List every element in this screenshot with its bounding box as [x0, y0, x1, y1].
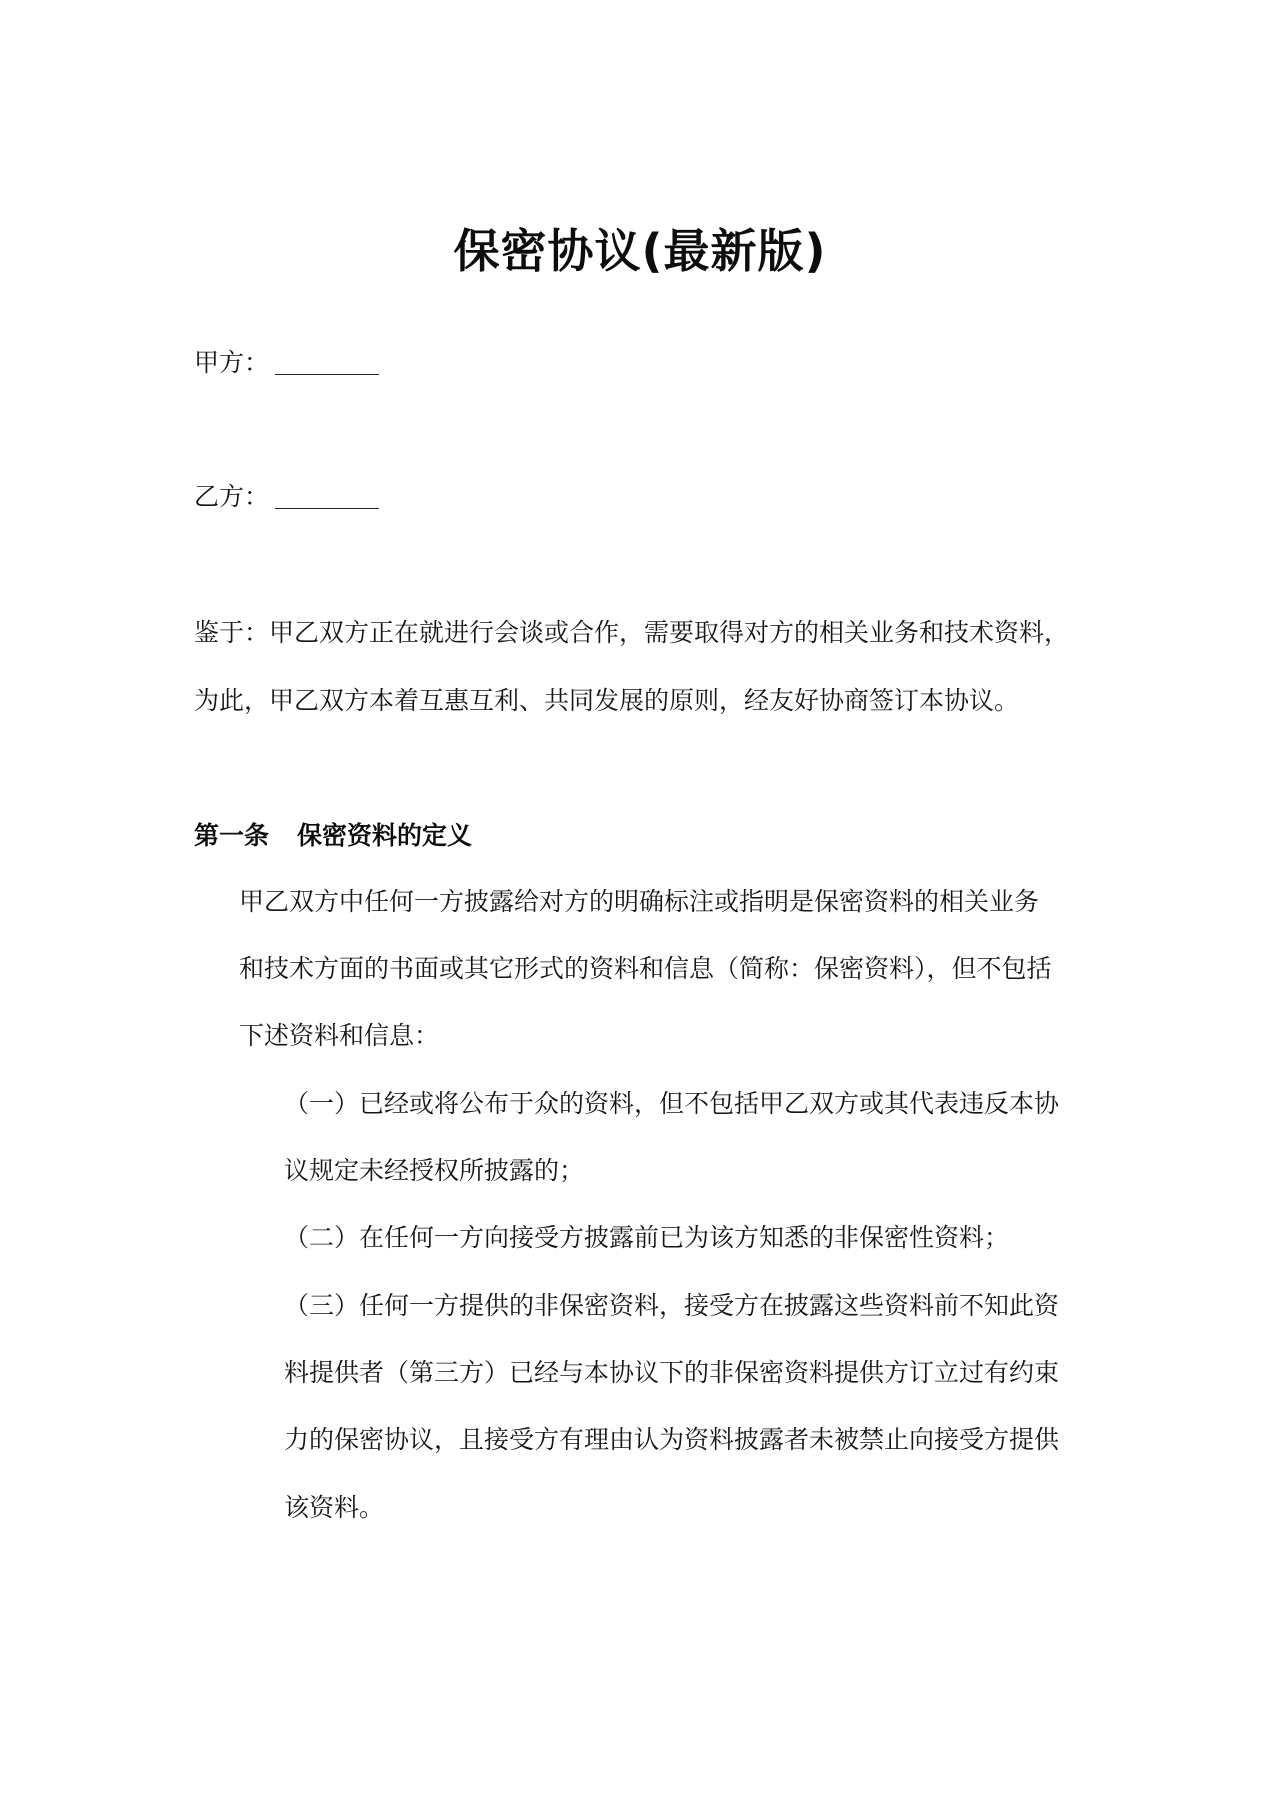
article-1-item-line-4: （三）任何一方提供的非保密资料，接受方在披露这些资料前不知此资	[284, 1291, 1060, 1320]
party-a-line	[194, 347, 379, 379]
party-b-label: 乙方：	[194, 482, 270, 511]
party-b-line	[194, 481, 379, 513]
article-1-item-line-7: 该资料。	[284, 1493, 385, 1522]
article-1-item-line-6: 力的保密协议，且接受方有理由认为资料披露者未被禁止向接受方提供	[284, 1425, 1060, 1454]
party-a-label: 甲方：	[194, 348, 270, 377]
document-title: 保密协议(最新版)	[453, 224, 827, 278]
article-1-body-line-2: 和技术方面的书面或其它形式的资料和信息（简称：保密资料），但不包括	[239, 954, 1052, 983]
article-1-heading	[194, 820, 472, 852]
preamble-line-2: 为此，甲乙双方本着互惠互利、共同发展的原则，经友好协商签订本协议。	[194, 686, 1020, 715]
article-1-item-line-3: （二）在任何一方向接受方披露前已为该方知悉的非保密性资料；	[284, 1223, 1010, 1252]
article-1-title: 保密资料的定义	[297, 821, 473, 850]
article-1-number: 第一条	[194, 821, 270, 850]
party-b-blank[interactable]	[275, 482, 379, 509]
article-1-body-line-3: 下述资料和信息：	[239, 1021, 440, 1050]
article-1-item-line-5: 料提供者（第三方）已经与本协议下的非保密资料提供方订立过有约束	[284, 1358, 1060, 1387]
article-1-item-line-2: 议规定未经授权所披露的；	[284, 1156, 585, 1185]
preamble-line-1: 鉴于：甲乙双方正在就进行会谈或合作，需要取得对方的相关业务和技术资料，	[194, 618, 1070, 647]
article-1-item-line-1: （一）已经或将公布于众的资料，但不包括甲乙双方或其代表违反本协	[284, 1089, 1060, 1118]
party-a-blank[interactable]	[275, 348, 379, 375]
article-1-body-line-1: 甲乙双方中任何一方披露给对方的明确标注或指明是保密资料的相关业务	[239, 887, 1040, 916]
